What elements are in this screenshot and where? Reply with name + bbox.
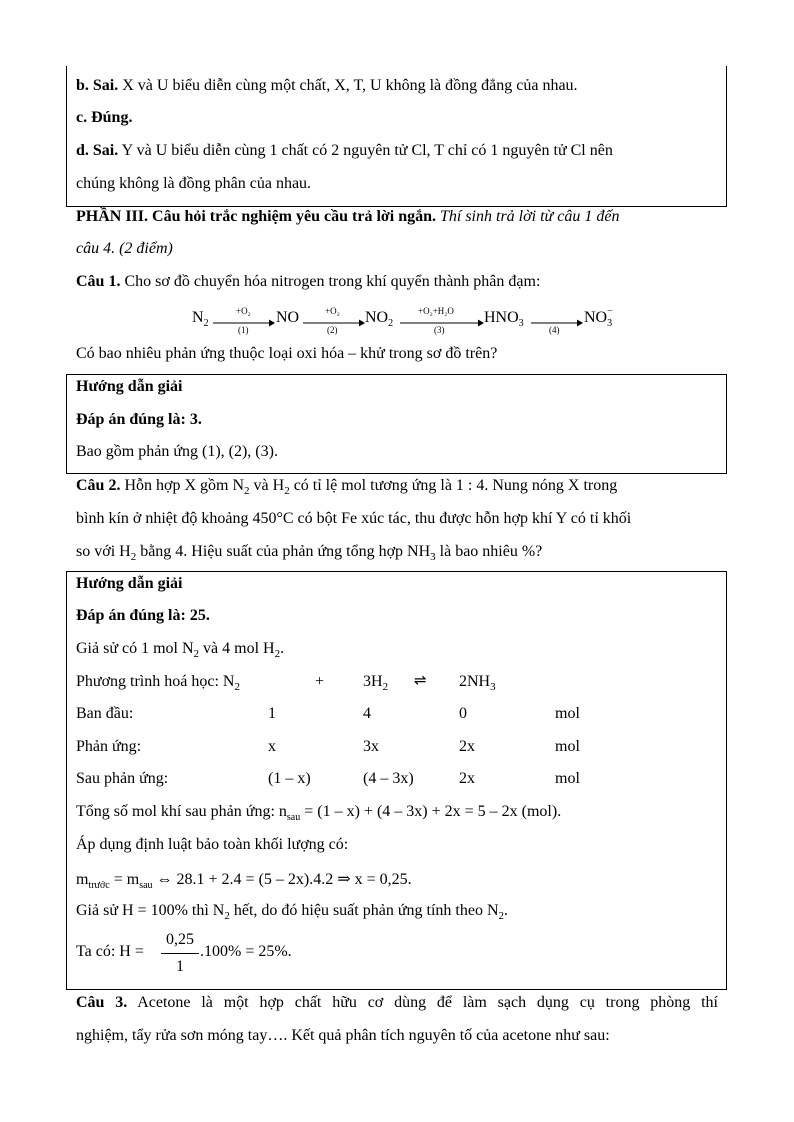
q1-label: Câu 1. xyxy=(76,273,121,290)
part-c-lead: c. Đúng. xyxy=(76,109,133,126)
part-c-line xyxy=(76,109,132,127)
species-n2: $N_2$ xyxy=(192,309,209,330)
arrow-2-top: +O₂ xyxy=(325,306,340,316)
species-no: NO xyxy=(276,309,300,326)
q2-eq-arrow: ⇌ xyxy=(414,671,427,689)
q2-mass: $m_{trước} = m_{sau}$ ⇔ 28.1 + 2.4 = (5 – 2x).4.2 ⇒ x = 0,25. xyxy=(76,871,412,892)
q2-law: Áp dụng định luật bảo toàn khối lượng có: xyxy=(76,836,349,853)
q1-line xyxy=(76,273,540,291)
part3-note-2: câu 4. (2 điểm) xyxy=(76,240,173,257)
arrow-4-bottom: (4) xyxy=(549,325,560,335)
q2-answer: Đáp án đúng là: 25. xyxy=(76,607,210,624)
part3-note-1: Thí sinh trả lời từ câu 1 đến xyxy=(435,208,620,225)
arrow-1-top: +O₂ xyxy=(236,306,251,316)
arrow-3-top: +O₂+H₂O xyxy=(418,306,454,316)
q3-line-1: Câu 3. Acetone là một hợp chất hữu cơ dùng để làm sạch dụng cụ trong phòng thí xyxy=(76,994,718,1011)
species-hno3: $HNO_3$ xyxy=(484,309,524,330)
q2-ta-co: Ta có: H = xyxy=(76,943,144,960)
q2-label: Câu 2. xyxy=(76,477,121,494)
q2-line-2: bình kín ở nhiệt độ khoảng 450°C có bột Fe xúc tác, thu được hỗn hợp khí Y có tỉ khối xyxy=(76,510,632,527)
q1-explain: Bao gồm phản ứng (1), (2), (3). xyxy=(76,443,278,460)
arrow-3-bottom: (3) xyxy=(434,325,445,335)
species-no2: $NO_2$ xyxy=(365,309,394,330)
part-d-line-2 xyxy=(76,175,311,193)
q1-question-text: Có bao nhiêu phản ứng thuộc loại oxi hóa – khử trong sơ đồ trên? xyxy=(76,345,498,362)
q1-text: Cho sơ đồ chuyển hóa nitrogen trong khí quyển thành phân đạm: xyxy=(120,273,541,290)
q2-guide-title: Hướng dẫn giải xyxy=(76,575,183,592)
q2-line-1: Câu 2. Hỗn hợp X gồm $N_2$ và $H_2$ có tỉ lệ mol tương ứng là 1 : 4. Nung nóng X trong xyxy=(76,477,618,498)
species-no3-ion: NO − 3 xyxy=(584,306,613,329)
q2-fraction xyxy=(161,931,199,979)
part-b-text: X và U biểu diễn cùng một chất, X, T, U không là đồng đẳng của nhau. xyxy=(118,77,578,94)
part3-line-2 xyxy=(76,240,173,258)
q1-question xyxy=(76,345,497,363)
q2-eq-h2: $3H_2$ xyxy=(363,673,389,694)
fraction-numerator: 0,25 xyxy=(166,931,194,948)
q2-total: Tổng số mol khí sau phản ứng: $n_{sau} = (1 - x) + (4 - 3x) + 2x = 5 - 2x$ (mol). xyxy=(76,803,562,824)
part3-title: PHẦN III. Câu hỏi trắc nghiệm yêu cầu trả lời ngắn. xyxy=(76,208,436,225)
q2-h100: Giả sử H = 100% thì $N_2$ hết, do đó hiệu suất phản ứng tính theo $N_2$. xyxy=(76,902,508,923)
part-d-line-1 xyxy=(76,142,613,160)
part-d-text-2: chúng không là đồng phân của nhau. xyxy=(76,175,312,192)
q1-guide-title: Hướng dẫn giải xyxy=(76,378,183,395)
part3-line-1 xyxy=(76,208,619,226)
q2-equation-label: Phương trình hoá học: $N_2$ xyxy=(76,673,240,694)
q2-assume: Giả sử có 1 mol $N_2$ và 4 mol $H_2$. xyxy=(76,640,285,661)
part-b-line xyxy=(76,77,578,95)
q1-scheme xyxy=(0,300,794,340)
q3-line-2: nghiệm, tẩy rửa sơn móng tay…. Kết quả phân tích nguyên tố của acetone như sau: xyxy=(76,1027,610,1044)
q3-label: Câu 3. xyxy=(76,994,128,1011)
part-d-text-1: Y và U biểu diễn cùng 1 chất có 2 nguyên tử Cl, T chỉ có 1 nguyên tử Cl nên xyxy=(118,142,613,159)
q2-eq-nh3: $2NH_3$ xyxy=(459,673,496,694)
q2-line-3: so với $H_2$ bằng 4. Hiệu suất của phản ứng tổng hợp $NH_3$ là bao nhiêu %? xyxy=(76,543,543,564)
q2-ta-co-end: .100% = 25%. xyxy=(200,943,292,960)
arrow-2-bottom: (2) xyxy=(327,325,338,335)
q1-answer: Đáp án đúng là: 3. xyxy=(76,411,202,428)
fraction-denominator: 1 xyxy=(176,958,184,975)
q2-eq-plus: + xyxy=(315,673,325,690)
part-d-lead: d. Sai. xyxy=(76,142,119,159)
arrow-1-bottom: (1) xyxy=(238,325,249,335)
part-b-lead: b. Sai. xyxy=(76,77,119,94)
